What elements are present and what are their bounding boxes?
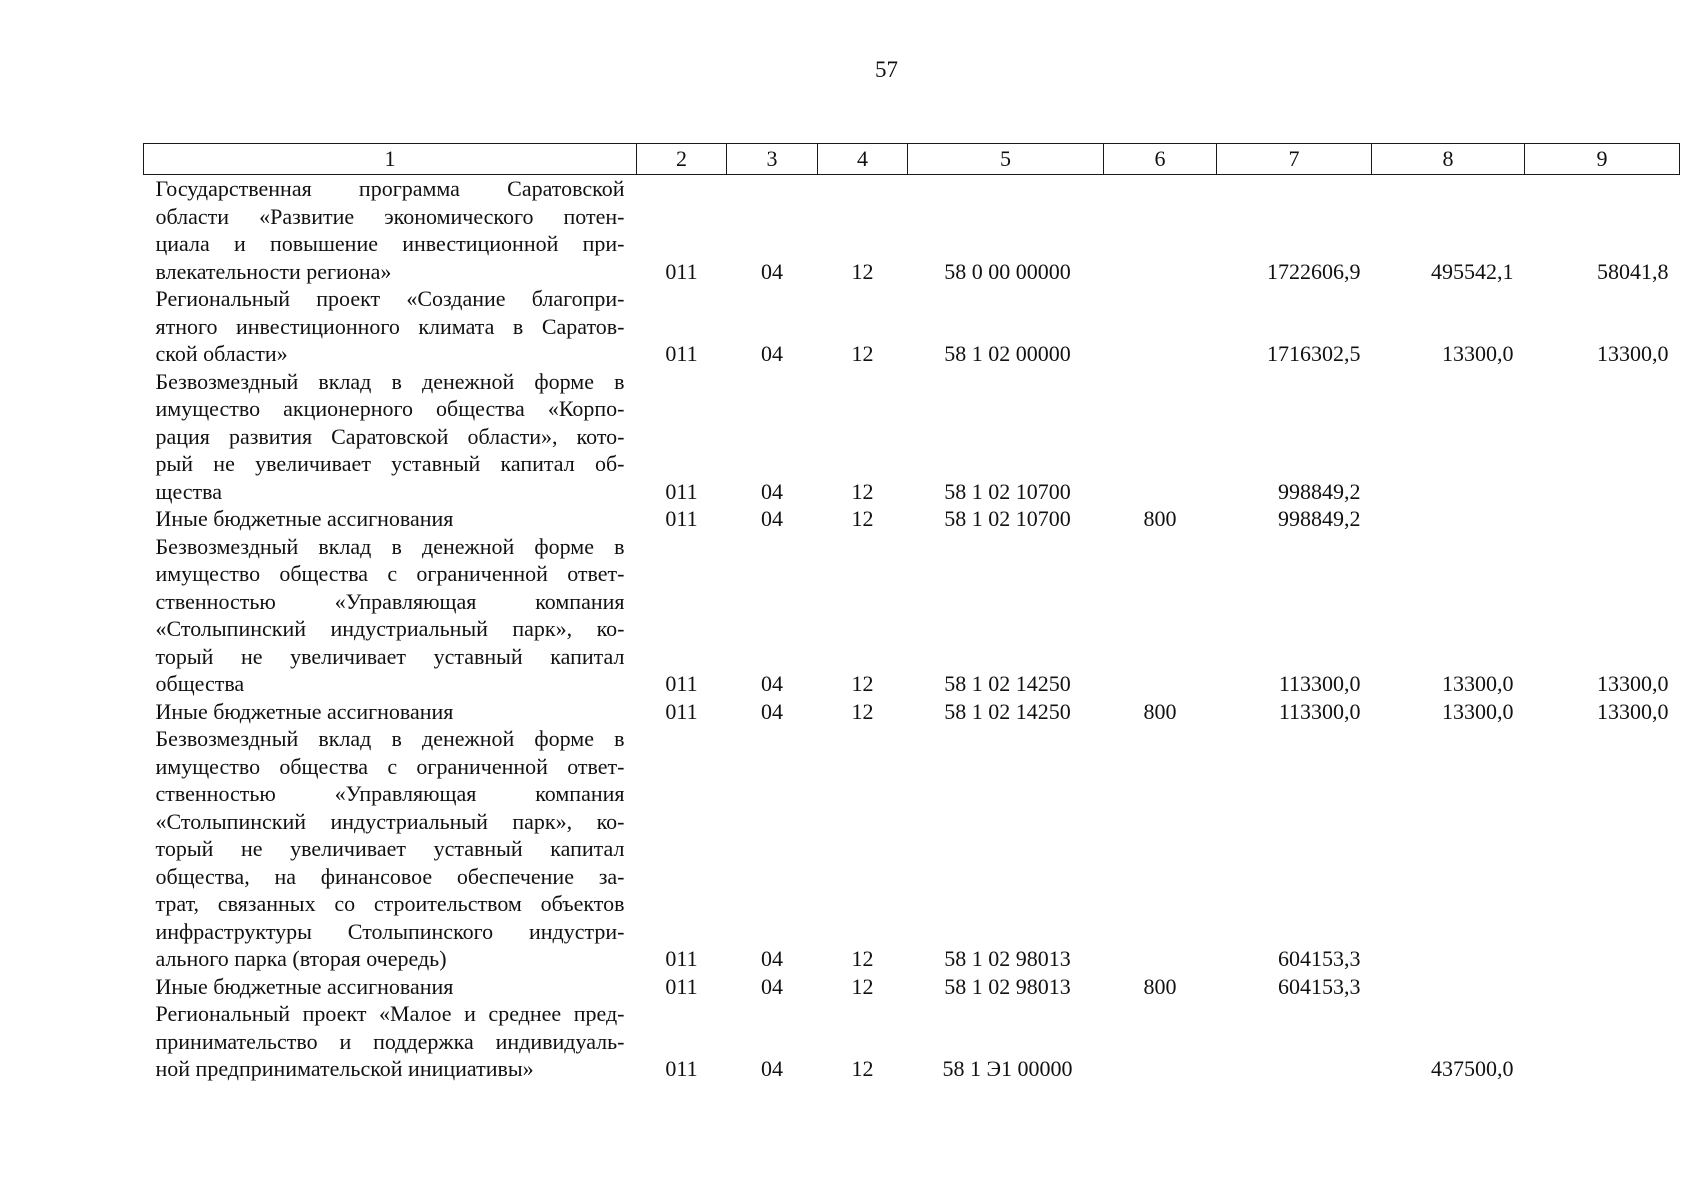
header-cell-7: 7 xyxy=(1217,144,1372,175)
row-name-line: ятного инвестиционного климата в Саратов- xyxy=(155,313,625,339)
row-name-line: торый не увеличивает уставный капитал xyxy=(155,643,625,669)
row-name-line: ственностью «Управляющая компания xyxy=(155,781,625,806)
header-cell-8: 8 xyxy=(1372,144,1525,175)
amount-col9-cell: 13300,0 xyxy=(1597,698,1669,724)
expense-type-cell: 800 xyxy=(1143,698,1177,724)
ministry-code-cell: 011 xyxy=(665,946,698,971)
row-name-line: Региональный проект «Создание благопри- xyxy=(155,286,625,311)
expense-type-cell: 800 xyxy=(1143,506,1177,531)
row-name-line: имущество общества с ограниченной ответ- xyxy=(155,753,625,779)
amount-col8-cell: 13300,0 xyxy=(1442,698,1514,724)
row-name-cell xyxy=(144,973,637,1001)
section-code-cell: 04 xyxy=(761,341,783,366)
header-cell-4: 4 xyxy=(818,144,908,175)
amount-col9-cell xyxy=(1525,368,1680,506)
amount-col8-cell: 13300,0 xyxy=(1442,341,1514,366)
ministry-code-cell: 011 xyxy=(665,506,698,531)
target-article-cell: 58 1 02 98013 xyxy=(944,973,1071,999)
amount-col7-cell: 604153,3 xyxy=(1278,946,1361,971)
amount-col9-cell: 58041,8 xyxy=(1597,258,1669,284)
subsection-code-cell: 12 xyxy=(851,973,874,999)
row-name-line: ской области» xyxy=(155,341,288,366)
row-name-line: Государственная программа Саратовской xyxy=(155,176,625,201)
amount-col9-cell xyxy=(1525,505,1680,533)
ministry-code-cell: 011 xyxy=(665,341,698,366)
table-row xyxy=(144,973,1680,1001)
section-code-cell: 04 xyxy=(761,478,783,504)
row-name-line: общества, на финансовое обеспечение за- xyxy=(155,863,625,889)
section-code-cell: 04 xyxy=(761,506,783,531)
target-article-cell: 58 1 02 98013 xyxy=(944,946,1071,971)
subsection-code-cell: 12 xyxy=(851,671,874,696)
row-name-cell xyxy=(144,505,637,533)
row-name-line: рация развития Саратовской области», кото- xyxy=(155,423,625,449)
table-body xyxy=(144,175,1680,1083)
row-name-line: рый не увеличивает уставный капитал об- xyxy=(155,451,625,476)
section-code-cell: 04 xyxy=(761,946,783,971)
expense-type-cell xyxy=(1104,368,1217,506)
subsection-code-cell: 12 xyxy=(851,258,874,284)
amount-col8-cell xyxy=(1372,505,1525,533)
header-cell-6: 6 xyxy=(1104,144,1217,175)
target-article-cell: 58 1 Э1 00000 xyxy=(942,1056,1073,1081)
amount-col7-cell: 1722606,9 xyxy=(1267,258,1361,284)
section-code-cell: 04 xyxy=(761,1056,783,1081)
target-article-cell: 58 1 02 00000 xyxy=(944,341,1071,366)
row-name-line: Региональный проект «Малое и среднее пред- xyxy=(155,1001,625,1026)
table-row xyxy=(144,725,1680,973)
section-code-cell: 04 xyxy=(761,698,783,724)
header-cell-9: 9 xyxy=(1525,144,1680,175)
subsection-code-cell: 12 xyxy=(851,946,874,971)
amount-col8-cell xyxy=(1372,725,1525,973)
row-name-cell xyxy=(144,533,637,698)
expense-type-cell xyxy=(1104,175,1217,286)
amount-col7-cell: 604153,3 xyxy=(1278,973,1361,999)
row-name-line: Иные бюджетные ассигнования xyxy=(155,973,454,999)
expense-type-cell xyxy=(1104,533,1217,698)
row-name-cell xyxy=(144,368,637,506)
target-article-cell: 58 1 02 10700 xyxy=(944,478,1071,504)
row-name-line: общества xyxy=(155,671,245,696)
subsection-code-cell: 12 xyxy=(851,1056,874,1081)
amount-col9-cell xyxy=(1525,1000,1680,1083)
amount-col7-cell: 998849,2 xyxy=(1278,478,1361,504)
header-cell-2: 2 xyxy=(637,144,727,175)
row-name-cell xyxy=(144,725,637,973)
row-name-line: ной предпринимательской инициативы» xyxy=(155,1056,534,1081)
amount-col8-cell xyxy=(1372,973,1525,1001)
row-name-line: «Столыпинский индустриальный парк», ко- xyxy=(155,808,625,834)
header-cell-3: 3 xyxy=(727,144,818,175)
row-name-line: Иные бюджетные ассигнования xyxy=(155,698,454,724)
section-code-cell: 04 xyxy=(761,258,783,284)
amount-col9-cell xyxy=(1525,725,1680,973)
amount-col8-cell: 13300,0 xyxy=(1442,671,1514,696)
ministry-code-cell: 011 xyxy=(665,973,698,999)
section-code-cell: 04 xyxy=(761,973,783,999)
ministry-code-cell: 011 xyxy=(665,671,698,696)
row-name-cell xyxy=(144,175,637,286)
target-article-cell: 58 1 02 10700 xyxy=(944,506,1071,531)
row-name-line: ственностью «Управляющая компания xyxy=(155,588,625,614)
subsection-code-cell: 12 xyxy=(851,698,874,724)
amount-col7-cell: 113300,0 xyxy=(1278,698,1361,724)
ministry-code-cell: 011 xyxy=(665,1056,698,1081)
subsection-code-cell: 12 xyxy=(851,341,874,366)
page-number: 57 xyxy=(875,57,898,82)
row-name-line: трат, связанных со строительством объектов xyxy=(155,891,625,916)
target-article-cell: 58 1 02 14250 xyxy=(944,698,1071,724)
expense-type-cell xyxy=(1104,285,1217,368)
table-row xyxy=(144,175,1680,286)
row-name-line: Иные бюджетные ассигнования xyxy=(155,506,454,531)
row-name-line: Безвозмездный вклад в денежной форме в xyxy=(155,533,625,559)
row-name-line: циала и повышение инвестиционной при- xyxy=(155,231,625,256)
subsection-code-cell: 12 xyxy=(851,506,874,531)
amount-col9-cell: 13300,0 xyxy=(1597,671,1669,696)
row-name-line: влекательности региона» xyxy=(155,258,392,284)
amount-col9-cell: 13300,0 xyxy=(1597,341,1669,366)
amount-col7-cell: 998849,2 xyxy=(1278,506,1361,531)
ministry-code-cell: 011 xyxy=(665,698,698,724)
expense-type-cell xyxy=(1104,1000,1217,1083)
row-name-line: щества xyxy=(155,478,222,504)
target-article-cell: 58 1 02 14250 xyxy=(944,671,1071,696)
amount-col9-cell xyxy=(1525,973,1680,1001)
row-name-line: ального парка (вторая очередь) xyxy=(155,946,447,971)
ministry-code-cell: 011 xyxy=(665,258,698,284)
table-row xyxy=(144,1000,1680,1083)
table-row xyxy=(144,368,1680,506)
subsection-code-cell: 12 xyxy=(851,478,874,504)
amount-col8-cell: 437500,0 xyxy=(1431,1056,1514,1081)
amount-col7-cell xyxy=(1217,1000,1372,1083)
ministry-code-cell: 011 xyxy=(665,478,698,504)
row-name-line: области «Развитие экономического потен- xyxy=(155,203,625,229)
row-name-line: имущество акционерного общества «Корпо- xyxy=(155,396,625,421)
row-name-cell xyxy=(144,698,637,726)
row-name-line: инфраструктуры Столыпинского индустри- xyxy=(155,918,625,944)
table-row xyxy=(144,505,1680,533)
table-row xyxy=(144,285,1680,368)
row-name-line: Безвозмездный вклад в денежной форме в xyxy=(155,726,625,751)
amount-col8-cell: 495542,1 xyxy=(1431,258,1514,284)
amount-col8-cell xyxy=(1372,368,1525,506)
row-name-line: принимательство и поддержка индивидуаль- xyxy=(155,1028,625,1054)
expense-type-cell: 800 xyxy=(1143,973,1177,999)
row-name-cell xyxy=(144,285,637,368)
expense-type-cell xyxy=(1104,725,1217,973)
budget-table xyxy=(143,143,1680,1083)
amount-col7-cell: 113300,0 xyxy=(1278,671,1361,696)
row-name-line: торый не увеличивает уставный капитал xyxy=(155,836,625,861)
table-header xyxy=(144,144,1680,175)
row-name-line: имущество общества с ограниченной ответ- xyxy=(155,561,625,586)
header-cell-1: 1 xyxy=(144,144,637,175)
header-cell-5: 5 xyxy=(908,144,1104,175)
table-row xyxy=(144,533,1680,698)
target-article-cell: 58 0 00 00000 xyxy=(944,258,1071,284)
table-row xyxy=(144,698,1680,726)
header-row xyxy=(144,144,1680,175)
section-code-cell: 04 xyxy=(761,671,783,696)
amount-col7-cell: 1716302,5 xyxy=(1267,341,1361,366)
row-name-line: «Столыпинский индустриальный парк», ко- xyxy=(155,616,625,641)
row-name-cell xyxy=(144,1000,637,1083)
row-name-line: Безвозмездный вклад в денежной форме в xyxy=(155,368,625,394)
